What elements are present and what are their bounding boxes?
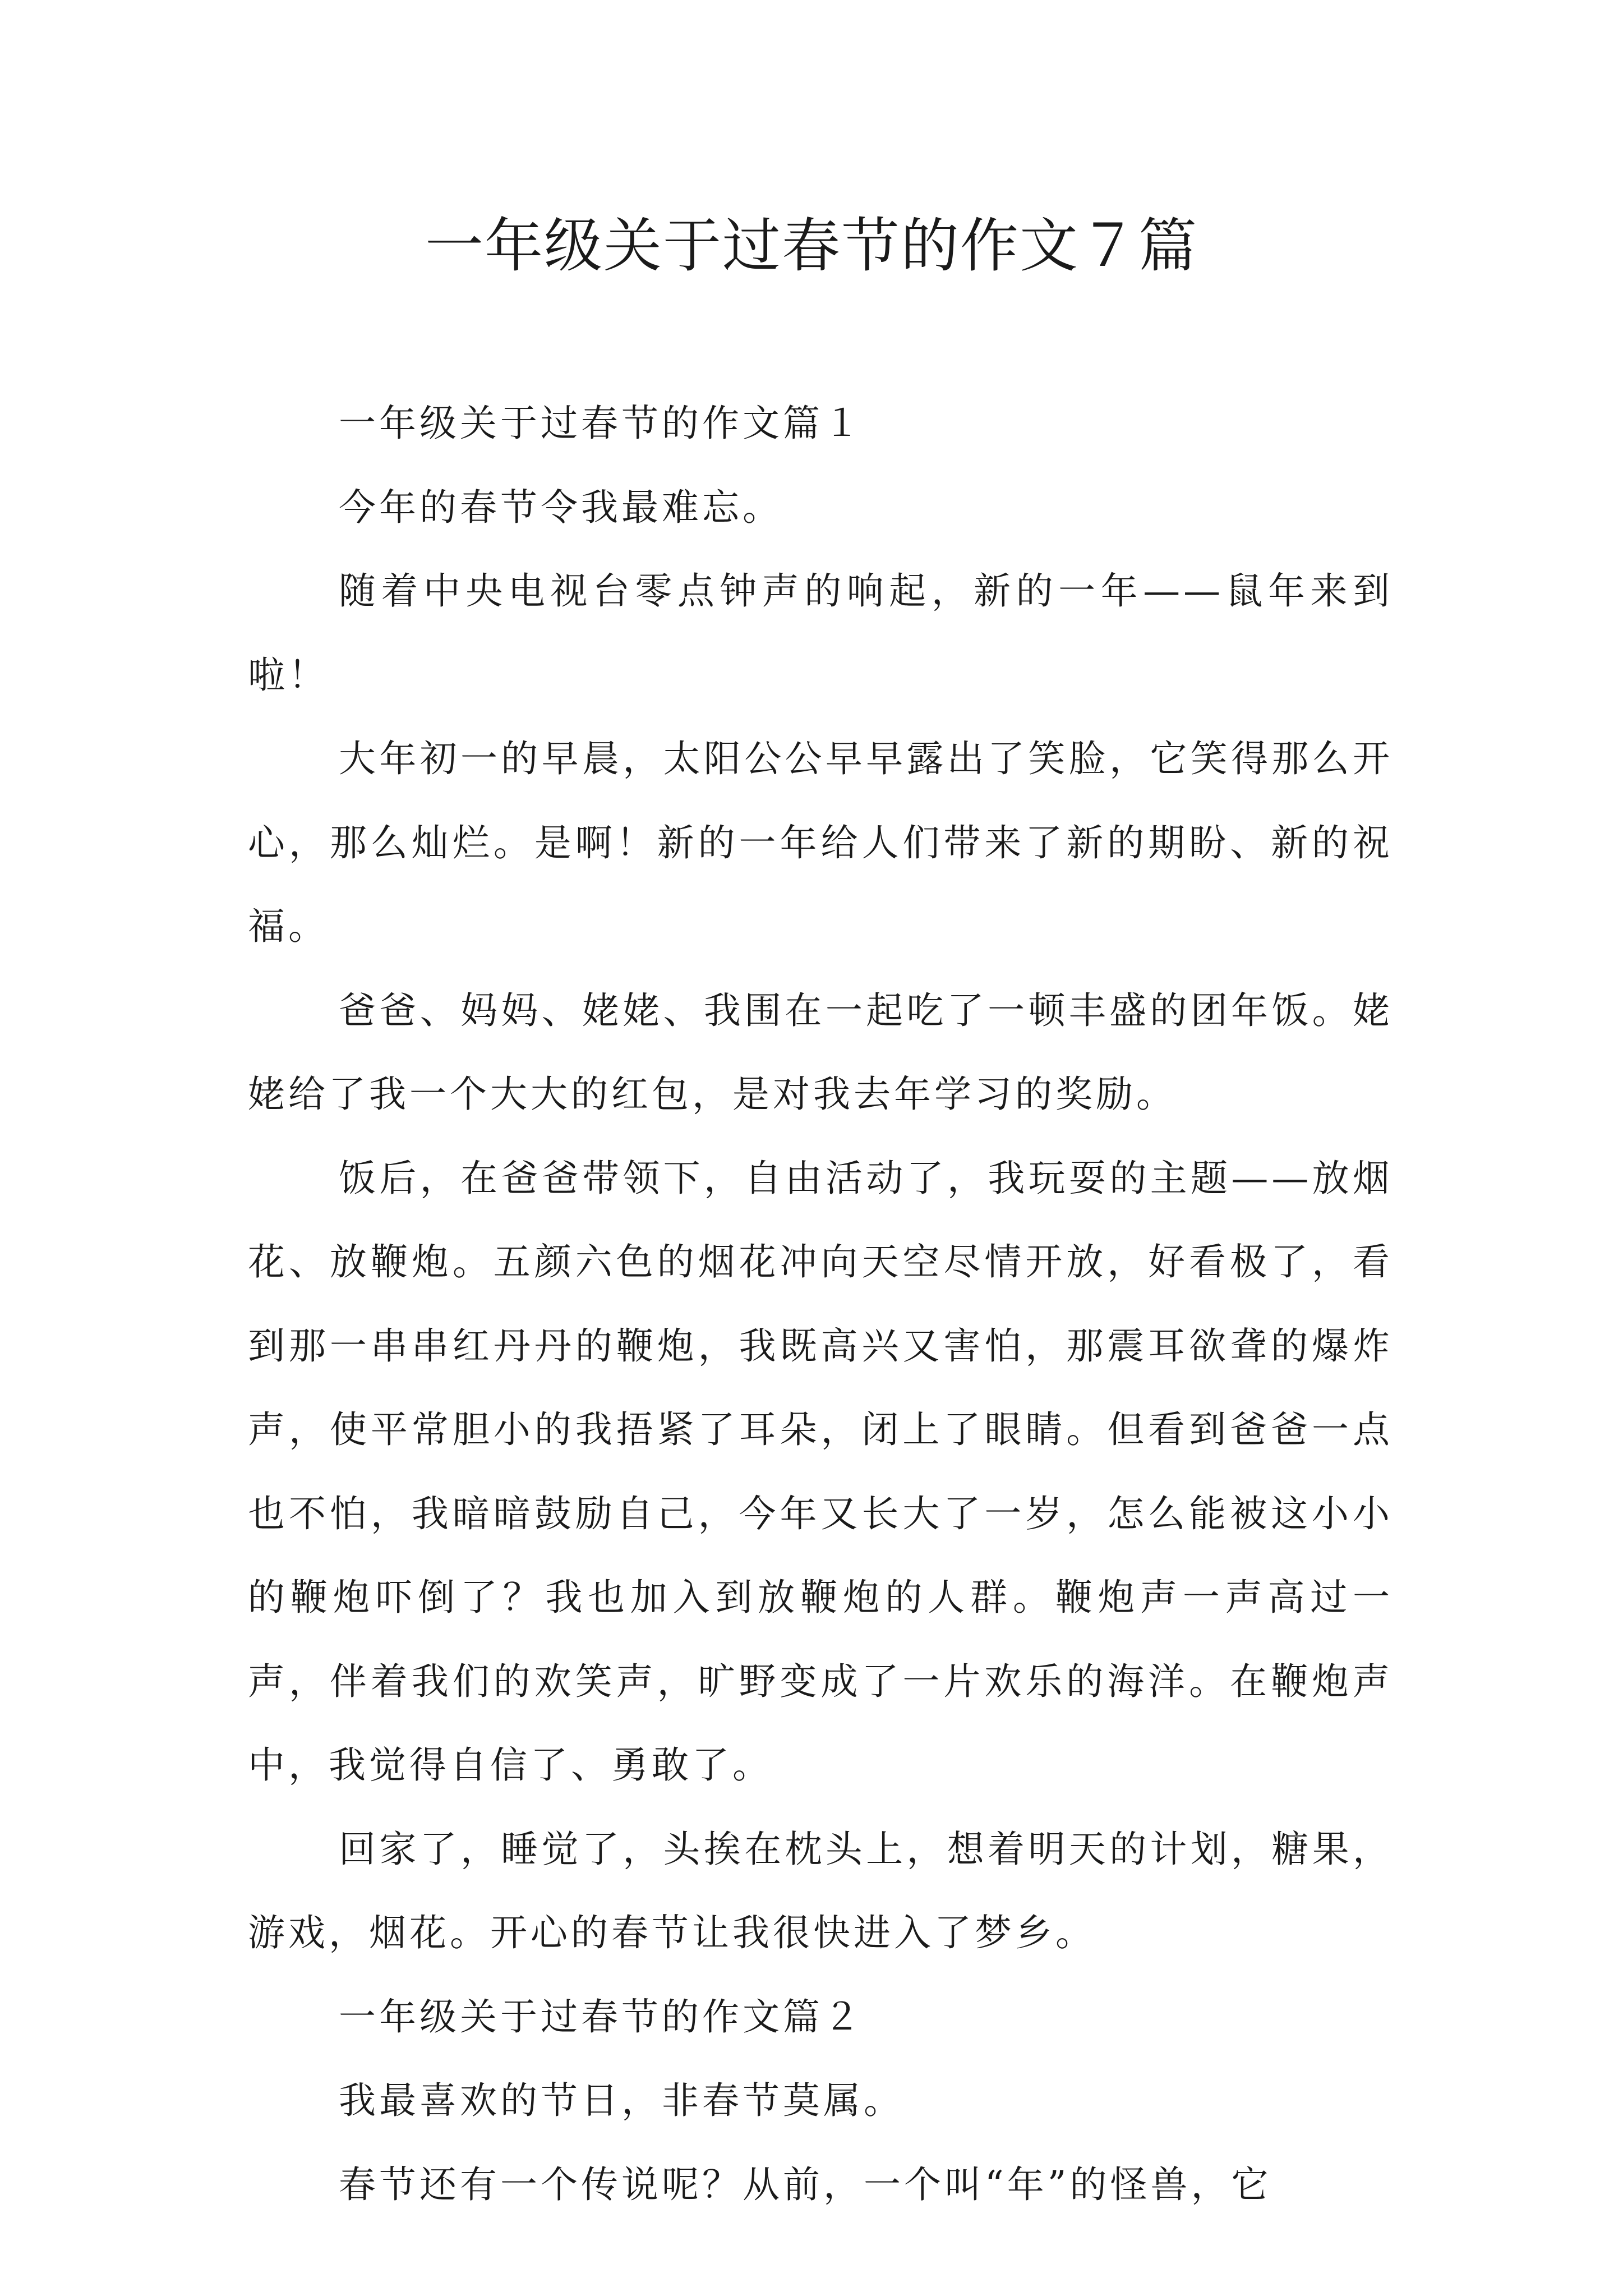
document-title: 一年级关于过春节的作文７篇 [425,211,1198,280]
paragraph: 春节还有一个传说呢？从前，一个叫“年”的怪兽，它 [339,2162,1272,2206]
paragraph: 今年的春节令我最难忘。 [339,485,783,529]
paragraph: 随着中央电视台零点钟声的响起，新的一年——鼠年来到啦！ [248,569,1393,697]
paragraph: 爸爸、妈妈、姥姥、我围在一起吃了一顿丰盛的团年饭。姥姥给了我一个大大的红包，是对我去年学习的奖励。 [248,988,1393,1116]
section-heading: 一年级关于过春节的作文篇２ [339,1995,864,2039]
paragraph: 饭后，在爸爸带领下，自由活动了，我玩耍的主题——放烟花、放鞭炮。五颜六色的烟花冲向天空尽情开放，好看极了，看到那一串串红丹丹的鞭炮，我既高兴又害怕，那震耳欲聋的爆炸声，使平常胆小的我捂紧了耳朵，闭上了眼睛。但看到爸爸一点也不怕，我暗暗鼓励自己，今年又长大了一岁，怎么能被这小小的鞭炮吓倒了？我也加入到放鞭炮的人群。鞭炮声一声高过一声，伴着我们的欢笑声，旷野变成了一片欢乐的海洋。在鞭炮声中，我觉得自信了、勇敢了。 [248,1156,1393,1787]
paragraph: 我最喜欢的节日，非春节莫属。 [339,2079,904,2122]
section-heading: 一年级关于过春节的作文篇１ [339,402,864,445]
document-body [248,381,1393,2226]
paragraph: 回家了，睡觉了，头挨在枕头上，想着明天的计划，糖果，游戏，烟花。开心的春节让我很快进入了梦乡。 [248,1827,1393,1954]
paragraph: 大年初一的早晨，太阳公公早早露出了笑脸，它笑得那么开心，那么灿烂。是啊！新的一年给人们带来了新的期盼、新的祝福。 [248,737,1393,948]
